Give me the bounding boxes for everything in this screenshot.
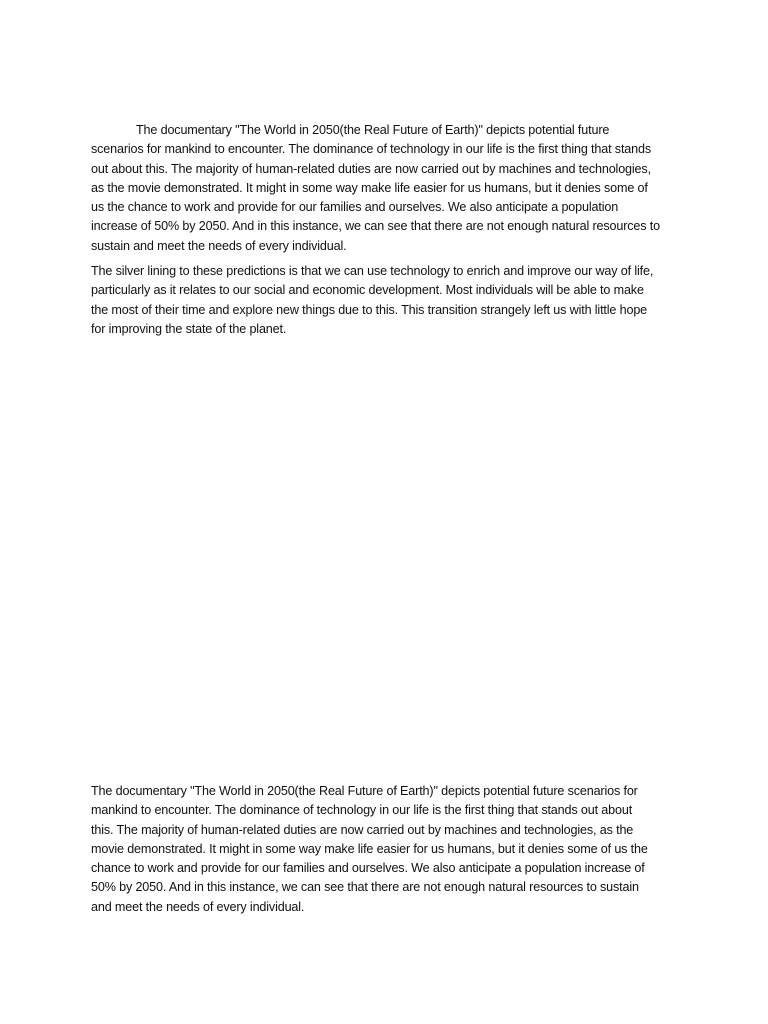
paragraph-line: the most of their time and explore new things due to this. This transition strangely left us with little hope: [91, 302, 648, 317]
paragraph-line: The silver lining to these predictions is that we can use technology to enrich and improve our way of life,: [91, 264, 654, 278]
paragraph-line: scenarios for mankind to encounter. The dominance of technology in our life is the first thing that stands: [91, 142, 652, 157]
paragraph-line: particularly as it relates to our social and economic development. Most individuals will be able to make: [91, 283, 644, 298]
paragraph-line: mankind to encounter. The dominance of technology in our life is the first thing that stands out about: [91, 803, 633, 818]
paragraph-line: for improving the state of the planet.: [91, 321, 287, 336]
paragraph-intro: [91, 121, 691, 256]
paragraph-line: out about this. The majority of human-related duties are now carried out by machines and technologies,: [91, 161, 651, 176]
paragraph-line: and meet the needs of every individual.: [91, 899, 305, 914]
paragraph-line: us the chance to work and provide for our families and ourselves. We also anticipate a population: [91, 200, 619, 215]
paragraph-line: movie demonstrated. It might in some way make life easier for us humans, but it denies some of us the: [91, 841, 648, 856]
paragraph-line: as the movie demonstrated. It might in some way make life easier for us humans, but it denies some of: [91, 180, 648, 195]
paragraph-line: increase of 50% by 2050. And in this instance, we can see that there are not enough natural resources to: [91, 219, 660, 234]
paragraph-repeated-intro: [91, 782, 691, 917]
paragraph-line: 50% by 2050. And in this instance, we can see that there are not enough natural resources to sustain: [91, 880, 639, 895]
paragraph-line: The documentary "The World in 2050(the Real Future of Earth)" depicts potential future scenarios for: [91, 784, 638, 798]
paragraph-line: chance to work and provide for our families and ourselves. We also anticipate a population increase of: [91, 861, 645, 876]
paragraph-silver-lining: [91, 262, 691, 339]
paragraph-line: sustain and meet the needs of every individual.: [91, 238, 347, 253]
paragraph-line: The documentary "The World in 2050(the Real Future of Earth)" depicts potential future: [136, 123, 610, 137]
paragraph-line: this. The majority of human-related duties are now carried out by machines and technologies, as the: [91, 822, 634, 837]
